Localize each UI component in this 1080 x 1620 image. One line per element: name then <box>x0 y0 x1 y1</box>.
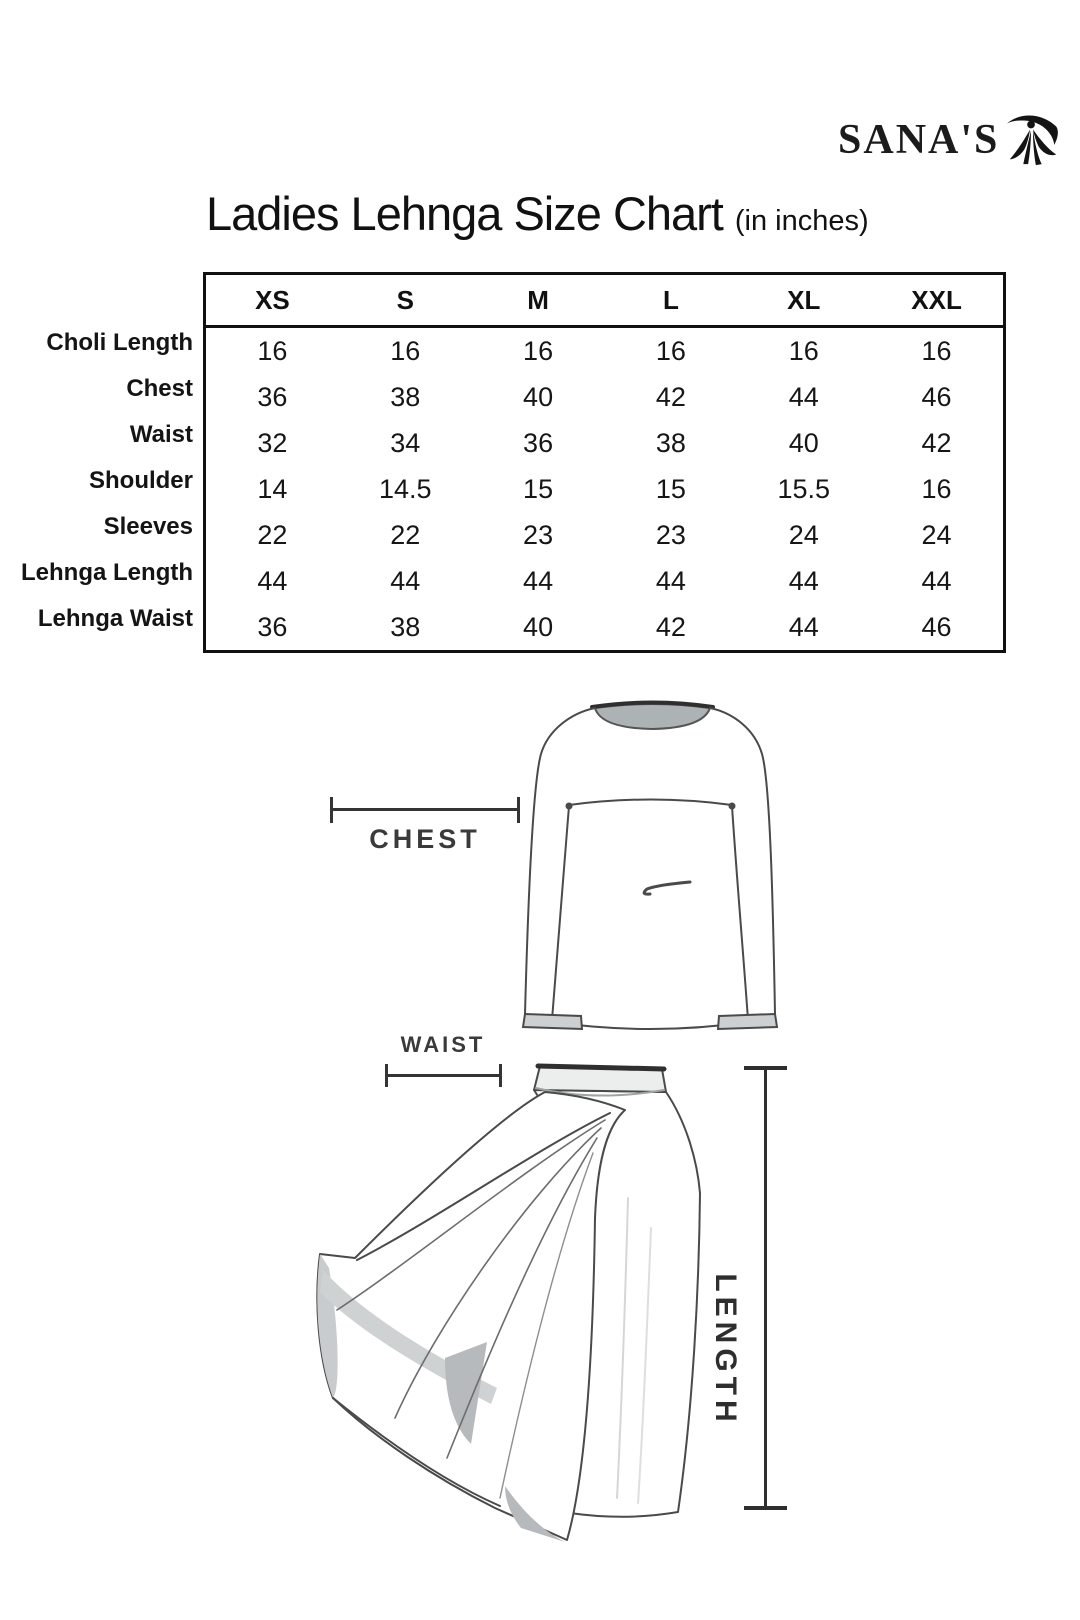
cell-value: 40 <box>523 381 554 412</box>
col-header-xxl: XXL <box>911 284 962 315</box>
table-row <box>206 466 1003 512</box>
cell-value: 16 <box>257 335 288 366</box>
cell-value: 36 <box>257 381 288 412</box>
lehnga-sketch <box>295 1058 725 1568</box>
row-label-choli-length: Choli Length <box>46 329 193 356</box>
cell-value: 16 <box>921 473 952 504</box>
cell-value: 24 <box>788 519 819 550</box>
cell-value: 44 <box>257 565 288 596</box>
cell-value: 16 <box>788 335 819 366</box>
page-title: Ladies Lehnga Size Chart <box>206 187 723 240</box>
chest-measure-label: CHEST <box>369 824 481 854</box>
cell-value: 42 <box>655 381 686 412</box>
cell-value: 42 <box>655 611 686 642</box>
table-row <box>206 374 1003 420</box>
chest-measure-line <box>330 808 520 811</box>
table-row <box>206 558 1003 604</box>
cell-value: 40 <box>523 611 554 642</box>
cell-value: 44 <box>788 381 819 412</box>
cell-value: 15 <box>655 473 686 504</box>
cell-value: 44 <box>390 565 421 596</box>
cell-value: 46 <box>921 381 952 412</box>
cell-value: 44 <box>788 565 819 596</box>
cell-value: 23 <box>655 519 686 550</box>
page-title-row <box>206 186 869 241</box>
cell-value: 14 <box>257 473 288 504</box>
row-label-lehnga-waist: Lehnga Waist <box>37 605 193 632</box>
col-header-xl: XL <box>787 284 821 315</box>
cell-value: 44 <box>655 565 686 596</box>
cell-value: 38 <box>655 427 686 458</box>
cell-value: 15 <box>523 473 554 504</box>
col-header-xs: XS <box>255 284 290 315</box>
table-row <box>206 328 1003 374</box>
cell-value: 36 <box>257 611 288 642</box>
cell-value: 23 <box>523 519 554 550</box>
col-header-s: S <box>396 284 414 315</box>
cell-value: 16 <box>655 335 686 366</box>
cell-value: 22 <box>257 519 288 550</box>
cell-value: 24 <box>921 519 952 550</box>
cell-value: 38 <box>390 381 421 412</box>
cell-value: 14.5 <box>378 473 432 504</box>
table-row <box>206 604 1003 650</box>
size-table-header-row <box>206 275 1003 328</box>
table-row <box>206 420 1003 466</box>
choli-sketch <box>485 692 815 1037</box>
cell-value: 44 <box>788 611 819 642</box>
size-table <box>21 272 1006 653</box>
cell-value: 38 <box>390 611 421 642</box>
length-measure-line <box>764 1068 767 1508</box>
col-header-m: M <box>527 284 549 315</box>
length-measure-label: LENGTH <box>709 1273 742 1427</box>
brand-name: SANA'S <box>838 117 1000 163</box>
cell-value: 36 <box>523 427 554 458</box>
cell-value: 16 <box>921 335 952 366</box>
row-label-shoulder: Shoulder <box>88 467 193 494</box>
row-label-sleeves: Sleeves <box>103 513 193 540</box>
woman-lehnga-logo-icon <box>1003 110 1061 170</box>
col-header-l: L <box>662 284 679 315</box>
size-table-grid <box>203 272 1006 653</box>
row-label-chest: Chest <box>126 375 193 402</box>
cell-value: 32 <box>257 427 288 458</box>
cell-value: 44 <box>921 565 952 596</box>
cell-value: 22 <box>390 519 421 550</box>
table-row <box>206 512 1003 558</box>
cell-value: 40 <box>788 427 819 458</box>
cell-value: 42 <box>921 427 952 458</box>
cell-value: 46 <box>921 611 952 642</box>
cell-value: 16 <box>523 335 554 366</box>
cell-value: 15.5 <box>777 473 830 504</box>
cell-value: 34 <box>390 427 421 458</box>
page-title-units: (in inches) <box>734 205 869 237</box>
row-label-lehnga-length: Lehnga Length <box>21 559 193 586</box>
cell-value: 16 <box>390 335 421 366</box>
brand-logo <box>838 110 1061 170</box>
row-label-waist: Waist <box>129 421 193 448</box>
cell-value: 44 <box>523 565 554 596</box>
size-table-row-labels <box>21 272 203 653</box>
waist-measure-label: WAIST <box>400 1032 486 1057</box>
